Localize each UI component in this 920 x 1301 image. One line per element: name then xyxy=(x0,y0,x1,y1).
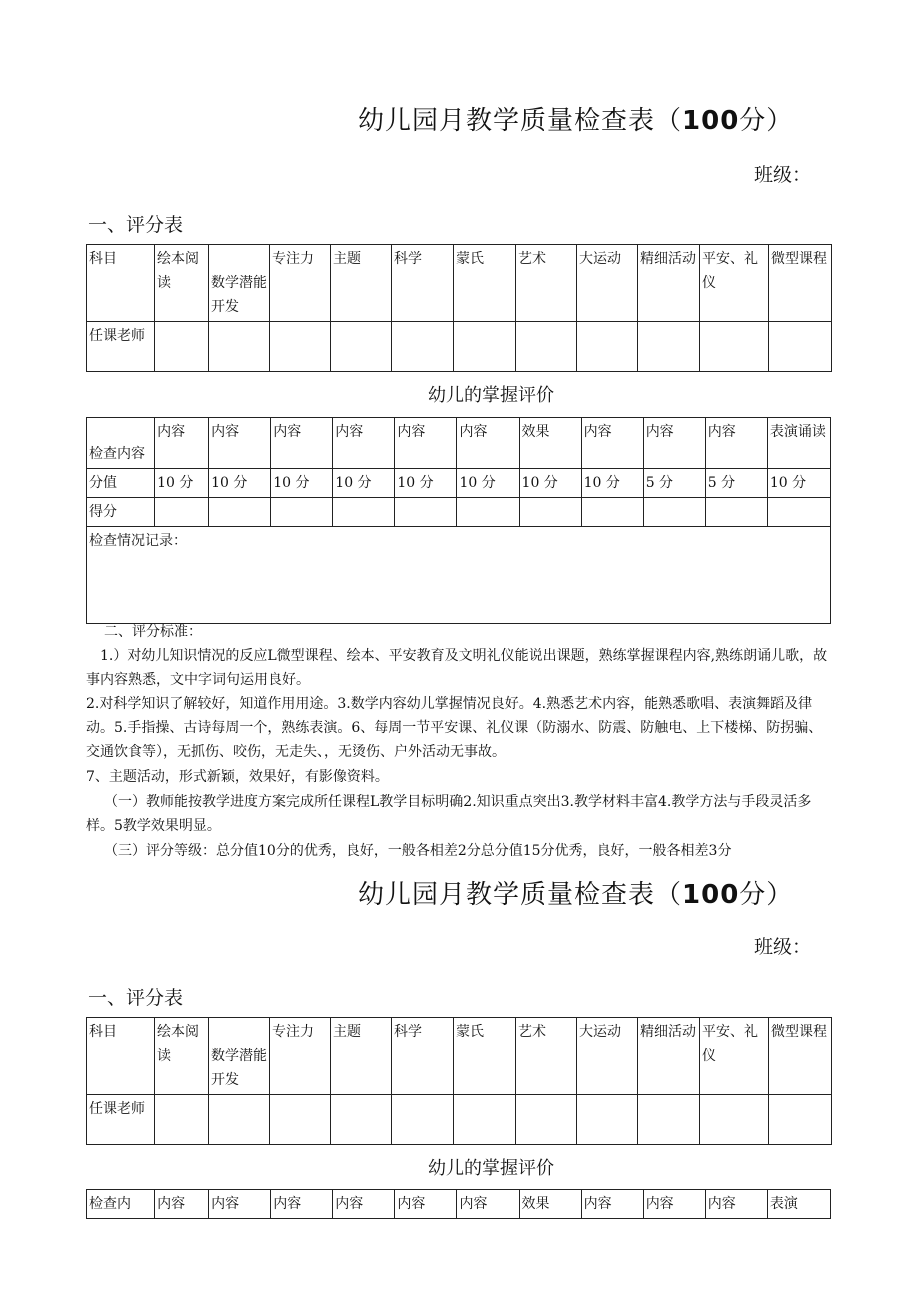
standards-paragraph-2: 2.对科学知识了解较好，知道作用用途。3.数学内容幼儿掌握情况良好。4.熟悉艺术内容，能熟悉歌唱、表演舞蹈及律动。5.手指操、古诗每周一个，熟练表演。6、每周一节平安课、礼仪课（防溺水、防震、防触电、上下楼梯、防拐骗、交通饮食等），无抓伤、咬伤，无走失、，无烫伤、户外活动无事故。 xyxy=(86,696,823,760)
teacher-cell xyxy=(209,322,270,372)
subject-cell: 蒙氏 xyxy=(454,1018,516,1095)
teacher-cell xyxy=(700,322,769,372)
subject-cell: 大运动 xyxy=(577,245,638,322)
subject-cell: 绘本阅读 xyxy=(155,245,209,322)
subject-cell: 科学 xyxy=(392,1018,454,1095)
header-cell: 内容 xyxy=(333,418,395,469)
teacher-cell xyxy=(577,322,638,372)
teacher-cell xyxy=(454,1095,516,1145)
class-label-repeat: 班级： xyxy=(754,936,812,958)
mastery-subtitle: 幼儿的掌握评价 xyxy=(428,385,554,406)
subject-table-repeat xyxy=(86,1017,832,1145)
header-cell: 内容 xyxy=(271,1190,333,1219)
teacher-cell xyxy=(392,322,454,372)
score-cell: 10 分 xyxy=(333,469,395,498)
score-cell: 10 分 xyxy=(519,469,581,498)
got-score-cell xyxy=(767,498,830,527)
page-title: 幼儿园月教学质量检查表（100分） xyxy=(358,106,794,136)
teacher-cell xyxy=(331,322,392,372)
subject-cell: 微型课程 xyxy=(769,1018,832,1095)
standards-heading: 二、评分标准： xyxy=(104,624,202,640)
teacher-cell xyxy=(209,1095,270,1145)
score-cell: 10 分 xyxy=(767,469,830,498)
subject-cell: 精细活动 xyxy=(638,1018,700,1095)
check-content-label: 检查内容 xyxy=(87,418,155,469)
header-cell: 内容 xyxy=(705,1190,767,1219)
mastery-table-repeat xyxy=(86,1189,831,1219)
mastery-table xyxy=(86,417,831,624)
mastery-subtitle-repeat: 幼儿的掌握评价 xyxy=(428,1158,554,1179)
standards-paragraph-3: 7、主题活动，形式新颖，效果好，有影像资料。 xyxy=(86,769,389,785)
header-cell: 内容 xyxy=(395,1190,457,1219)
subject-cell: 数学潜能开发 xyxy=(209,245,270,322)
header-cell: 表演诵读 xyxy=(767,418,830,469)
header-cell: 内容 xyxy=(581,1190,643,1219)
teacher-cell xyxy=(638,322,700,372)
got-score-label: 得分 xyxy=(87,498,155,527)
teacher-cell xyxy=(638,1095,700,1145)
got-score-cell xyxy=(271,498,333,527)
header-cell: 内容 xyxy=(705,418,767,469)
teacher-cell xyxy=(331,1095,392,1145)
header-cell: 内容 xyxy=(155,418,209,469)
teacher-cell xyxy=(270,322,331,372)
score-cell: 10 分 xyxy=(395,469,457,498)
got-score-cell xyxy=(333,498,395,527)
score-cell: 10 分 xyxy=(209,469,271,498)
subject-cell: 科目 xyxy=(87,245,155,322)
standards-paragraph-1: 1.）对幼儿知识情况的反应L微型课程、绘本、平安教育及文明礼仪能说出课题，熟练掌握课程内容,熟练朗诵儿歌，故事内容熟悉，文中字词句运用良好。 xyxy=(86,648,828,688)
header-cell: 内容 xyxy=(643,1190,705,1219)
subject-cell: 数学潜能开发 xyxy=(209,1018,270,1095)
teacher-cell xyxy=(769,322,832,372)
record-cell: 检查情况记录： xyxy=(87,527,831,624)
got-score-cell xyxy=(457,498,519,527)
section-heading-score-table: 一、评分表 xyxy=(88,214,184,236)
got-score-cell xyxy=(395,498,457,527)
header-cell: 内容 xyxy=(643,418,705,469)
score-cell: 10 分 xyxy=(457,469,519,498)
got-score-cell xyxy=(643,498,705,527)
section-heading-score-table-repeat: 一、评分表 xyxy=(88,987,184,1009)
teacher-cell xyxy=(155,322,209,372)
subject-cell: 平安、礼仪 xyxy=(700,1018,769,1095)
got-score-cell xyxy=(209,498,271,527)
subject-cell: 精细活动 xyxy=(638,245,700,322)
got-score-cell xyxy=(581,498,643,527)
teacher-label: 任课老师 xyxy=(87,322,155,372)
header-cell: 表演 xyxy=(767,1190,830,1219)
teacher-cell xyxy=(700,1095,769,1145)
header-cell: 内容 xyxy=(333,1190,395,1219)
got-score-cell xyxy=(519,498,581,527)
page-title-repeat: 幼儿园月教学质量检查表（100分） xyxy=(358,880,794,910)
teacher-cell xyxy=(516,1095,577,1145)
header-cell: 内容 xyxy=(209,1190,271,1219)
score-cell: 10 分 xyxy=(155,469,209,498)
header-cell: 内容 xyxy=(581,418,643,469)
teacher-cell xyxy=(577,1095,638,1145)
teacher-cell xyxy=(270,1095,331,1145)
got-score-cell xyxy=(155,498,209,527)
subject-cell: 主题 xyxy=(331,245,392,322)
score-cell: 5 分 xyxy=(643,469,705,498)
subject-cell: 微型课程 xyxy=(769,245,832,322)
header-cell: 内容 xyxy=(209,418,271,469)
header-cell: 效果 xyxy=(519,418,581,469)
subject-cell: 科学 xyxy=(392,245,454,322)
teacher-cell xyxy=(769,1095,832,1145)
subject-cell: 专注力 xyxy=(270,1018,331,1095)
teacher-cell xyxy=(454,322,516,372)
subject-cell: 绘本阅读 xyxy=(155,1018,209,1095)
subject-cell: 蒙氏 xyxy=(454,245,516,322)
teacher-cell xyxy=(516,322,577,372)
header-cell: 内容 xyxy=(457,418,519,469)
teacher-cell xyxy=(392,1095,454,1145)
score-cell: 10 分 xyxy=(271,469,333,498)
class-label: 班级： xyxy=(754,164,812,186)
subject-cell: 平安、礼仪 xyxy=(700,245,769,322)
check-content-label: 检查内 xyxy=(87,1190,155,1219)
subject-cell: 艺术 xyxy=(516,245,577,322)
standards-paragraph-5: （三）评分等级：总分值10分的优秀，良好，一般各相差2分总分值15分优秀，良好，一般各相差3分 xyxy=(104,843,732,859)
subject-cell: 科目 xyxy=(87,1018,155,1095)
header-cell: 内容 xyxy=(155,1190,209,1219)
score-label: 分值 xyxy=(87,469,155,498)
subject-cell: 艺术 xyxy=(516,1018,577,1095)
standards-paragraph-4: （一）教师能按教学进度方案完成所任课程L教学目标明确2.知识重点突出3.教学材料丰富4.教学方法与手段灵活多样。5教学效果明显。 xyxy=(86,794,812,834)
subject-table xyxy=(86,244,832,372)
got-score-cell xyxy=(705,498,767,527)
header-cell: 内容 xyxy=(457,1190,519,1219)
header-cell: 内容 xyxy=(395,418,457,469)
subject-cell: 大运动 xyxy=(577,1018,638,1095)
header-cell: 内容 xyxy=(271,418,333,469)
subject-cell: 主题 xyxy=(331,1018,392,1095)
teacher-cell xyxy=(155,1095,209,1145)
subject-cell: 专注力 xyxy=(270,245,331,322)
teacher-label: 任课老师 xyxy=(87,1095,155,1145)
score-cell: 5 分 xyxy=(705,469,767,498)
header-cell: 效果 xyxy=(519,1190,581,1219)
score-cell: 10 分 xyxy=(581,469,643,498)
